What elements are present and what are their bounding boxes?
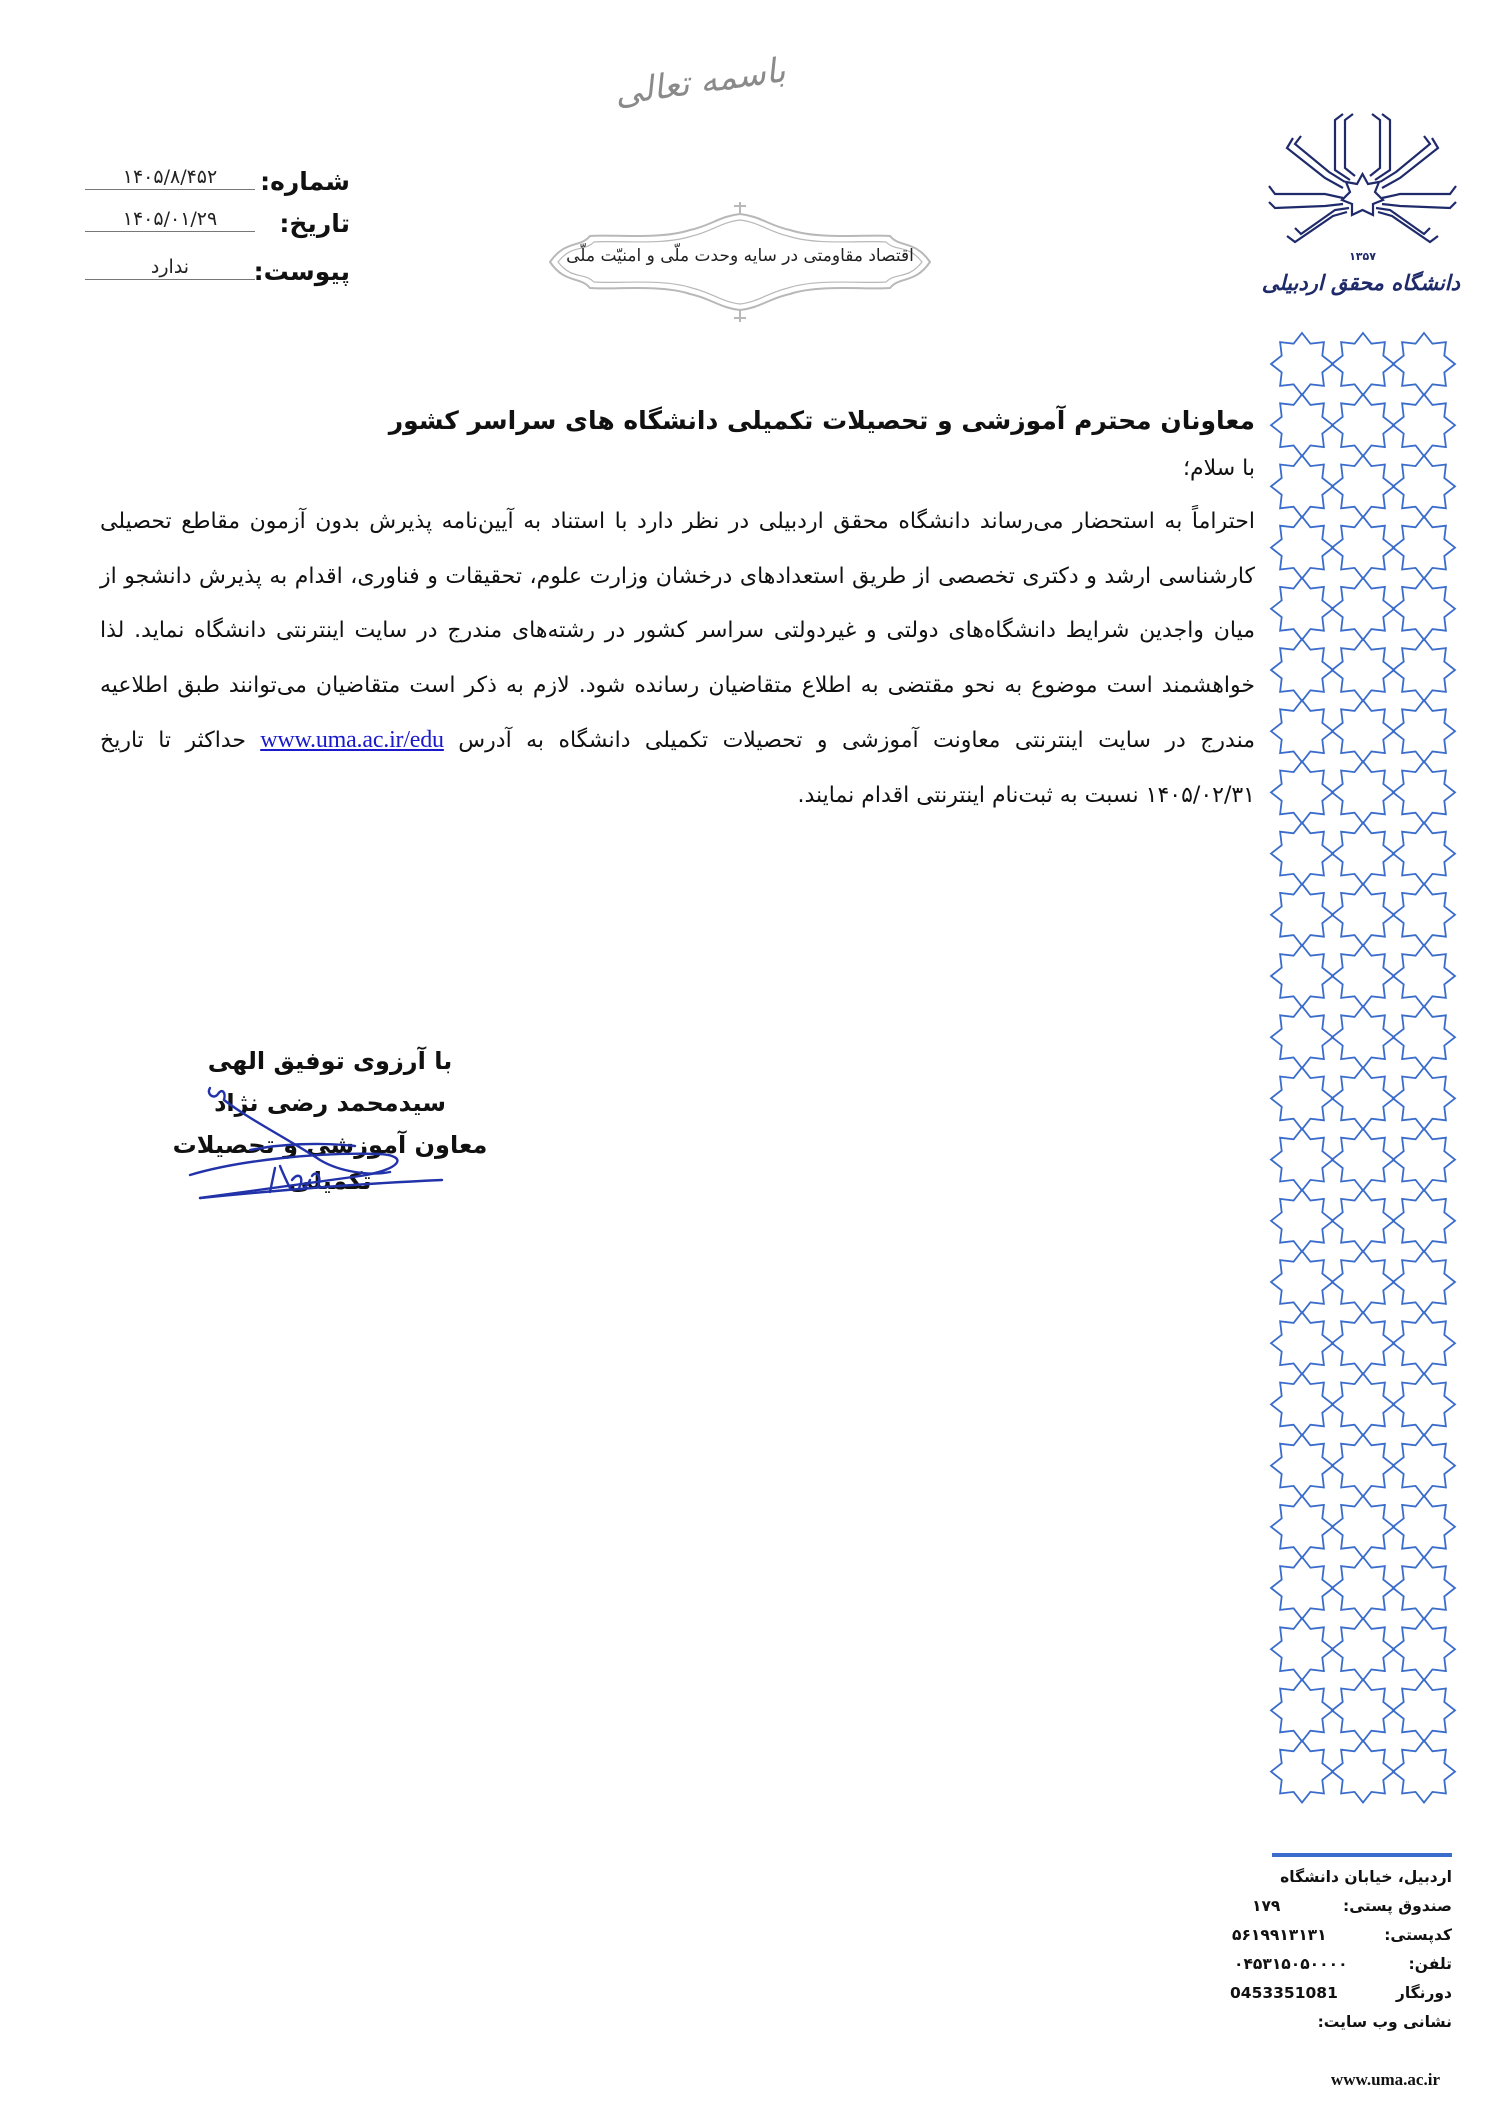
signatory-title-line2: تکمیلی (288, 1167, 372, 1195)
footer-po-box-row (1230, 1897, 1452, 1926)
pattern-star (1393, 333, 1455, 395)
pattern-star (1332, 1557, 1394, 1619)
pattern-star (1332, 1129, 1394, 1191)
pattern-star (1332, 639, 1394, 701)
pattern-star (1271, 517, 1333, 579)
footer-phone-row (1230, 1955, 1452, 1984)
pattern-star (1393, 639, 1455, 701)
pattern-star (1393, 700, 1455, 762)
pattern-star (1393, 1190, 1455, 1252)
invocation-text: باسمه تعالی (612, 50, 788, 114)
letter-content (100, 395, 1255, 823)
pattern-star (1332, 1067, 1394, 1129)
pattern-star (1271, 1251, 1333, 1313)
pattern-star (1271, 333, 1333, 395)
pattern-star (1332, 700, 1394, 762)
pattern-star (1393, 1251, 1455, 1313)
pattern-star (1332, 945, 1394, 1007)
pattern-star (1332, 1741, 1394, 1803)
footer-contact (1230, 1868, 1452, 2089)
pattern-star (1271, 1373, 1333, 1435)
letter-number-field (85, 158, 350, 198)
letter-body-part-1: احتراماً به استحضار می‌رساند دانشگاه محقق اردبیلی در نظر دارد با استناد به آیین‌نامه پذیرش بدون آزمون مقاطع تحصیلی کارشناسی ارشد و دکتری تخصصی از طریق استعدادهای درخشان وزارت علوم، تحقیقات و فناوری، اقدام به پذیرش دانشجو از میان واجدین شرایط دانشگاه‌های دولتی و غیردولتی سراسر کشور در رشته‌های مندرج در سایت اینترنتی دانشگاه نماید. لذا خواهشمند است موضوع به نحو مقتضی به اطلاع متقاضیان رسانده شود. لازم به ذکر است متقاضیان می‌توانند طبق اطلاعیه مندرج در سایت اینترنتی معاونت آموزشی و تحصیلات تکمیلی دانشگاه به آدرس (100, 509, 1255, 753)
pattern-star (1393, 1373, 1455, 1435)
pattern-star (1393, 1129, 1455, 1191)
pattern-star (1393, 823, 1455, 885)
pattern-star (1271, 1067, 1333, 1129)
pattern-star (1393, 1312, 1455, 1374)
pattern-star (1393, 1741, 1455, 1803)
slogan-cartouche (520, 200, 960, 325)
signoff-closing: با آرزوی توفیق الهی (207, 1047, 453, 1075)
footer-divider (1272, 1853, 1452, 1857)
pattern-star (1332, 1251, 1394, 1313)
fax-value: 0453351081 (1230, 1984, 1338, 2002)
pattern-star (1271, 1741, 1333, 1803)
pattern-star (1271, 1618, 1333, 1680)
pattern-star (1393, 884, 1455, 946)
pattern-star (1271, 1006, 1333, 1068)
footer-address-row (1230, 1868, 1452, 1897)
pattern-star (1271, 761, 1333, 823)
pattern-star (1393, 761, 1455, 823)
pattern-star (1332, 517, 1394, 579)
pattern-star (1271, 945, 1333, 1007)
po-box-value: ۱۷۹ (1252, 1897, 1281, 1915)
footer-address: اردبیل، خیابان دانشگاه (1280, 1868, 1452, 1886)
pattern-star (1393, 1067, 1455, 1129)
pattern-star (1271, 700, 1333, 762)
pattern-star (1332, 394, 1394, 456)
letter-body (100, 495, 1255, 823)
pattern-star (1271, 394, 1333, 456)
postal-code-label: کدپستی: (1384, 1926, 1452, 1944)
pattern-star (1393, 1435, 1455, 1497)
letter-number-value: ۱۴۰۵/۸/۴۵۲ (85, 165, 255, 190)
phone-value: ۰۴۵۳۱۵۰۵۰۰۰۰ (1234, 1955, 1348, 1973)
pattern-star (1393, 1679, 1455, 1741)
pattern-star (1271, 823, 1333, 885)
letter-body-part-2: حداکثر تا تاریخ ۱۴۰۵/۰۲/۳۱ نسبت به ثبت‌نام اینترنتی اقدام نمایند. (100, 728, 1255, 808)
pattern-star (1271, 1190, 1333, 1252)
pattern-star (1393, 1557, 1455, 1619)
pattern-star (1332, 1312, 1394, 1374)
phone-label: تلفن: (1408, 1955, 1452, 1973)
letter-date-value: ۱۴۰۵/۰۱/۲۹ (85, 207, 255, 232)
decorative-star-pattern (1268, 330, 1458, 1820)
pattern-star (1393, 1618, 1455, 1680)
pattern-star (1271, 1679, 1333, 1741)
pattern-star (1271, 1557, 1333, 1619)
fax-label: دورنگار (1395, 1984, 1452, 2002)
footer-fax-row (1230, 1984, 1452, 2013)
pattern-star (1332, 1373, 1394, 1435)
pattern-star (1332, 578, 1394, 640)
pattern-star (1332, 333, 1394, 395)
edu-website-link[interactable]: www.uma.ac.ir/edu (260, 727, 444, 753)
pattern-star (1271, 1312, 1333, 1374)
website-label: نشانی وب سایت: (1317, 2013, 1452, 2031)
attachment-value: ندارد (85, 255, 255, 280)
attachment-field (85, 248, 350, 288)
letter-number-label: شماره: (260, 167, 350, 196)
pattern-star (1393, 578, 1455, 640)
letter-date-field (85, 200, 350, 240)
pattern-star (1271, 455, 1333, 517)
letter-date-label: تاریخ: (279, 209, 350, 238)
pattern-star (1271, 1129, 1333, 1191)
pattern-star (1393, 1006, 1455, 1068)
footer-postal-code-row (1230, 1926, 1452, 1955)
signatory-title: معاون آموزشی و تحصیلات (172, 1131, 488, 1159)
slogan-text: اقتصاد مقاومتی در سایه وحدت ملّی و امنیّت ملّی (566, 246, 914, 266)
pattern-star (1332, 1435, 1394, 1497)
logo-emblem-icon (1265, 108, 1460, 253)
logo-university-name: دانشگاه محقق اردبیلی (1261, 270, 1460, 295)
postal-code-value: ۵۶۱۹۹۱۳۱۳۱ (1232, 1926, 1327, 1944)
pattern-star (1332, 1190, 1394, 1252)
signoff-block (165, 1040, 495, 1202)
pattern-star (1332, 1006, 1394, 1068)
logo-founding-year: ۱۳۵۷ (1349, 250, 1376, 263)
footer-website-row (1230, 2013, 1452, 2042)
pattern-star (1332, 1618, 1394, 1680)
pattern-star (1332, 884, 1394, 946)
pattern-star (1271, 884, 1333, 946)
attachment-label: پیوست: (253, 257, 350, 286)
pattern-star (1332, 455, 1394, 517)
invocation-calligraphy (612, 40, 800, 130)
pattern-star (1393, 455, 1455, 517)
pattern-star (1393, 1496, 1455, 1558)
po-box-label: صندوق پستی: (1343, 1897, 1452, 1915)
pattern-star (1393, 945, 1455, 1007)
signatory-name: سیدمحمد رضی نژاد (214, 1089, 446, 1117)
letter-recipient: معاونان محترم آموزشی و تحصیلات تکمیلی دانشگاه های سراسر کشور (388, 406, 1255, 435)
pattern-star (1332, 823, 1394, 885)
pattern-star (1393, 517, 1455, 579)
pattern-star (1271, 578, 1333, 640)
pattern-star (1332, 1679, 1394, 1741)
university-logo (1261, 108, 1460, 318)
pattern-star (1271, 1435, 1333, 1497)
pattern-star (1271, 639, 1333, 701)
pattern-star (1332, 761, 1394, 823)
letter-greeting: با سلام؛ (1183, 456, 1255, 481)
pattern-star (1332, 1496, 1394, 1558)
pattern-star (1271, 1496, 1333, 1558)
website-value[interactable]: www.uma.ac.ir (1330, 2070, 1440, 2089)
pattern-star (1393, 394, 1455, 456)
